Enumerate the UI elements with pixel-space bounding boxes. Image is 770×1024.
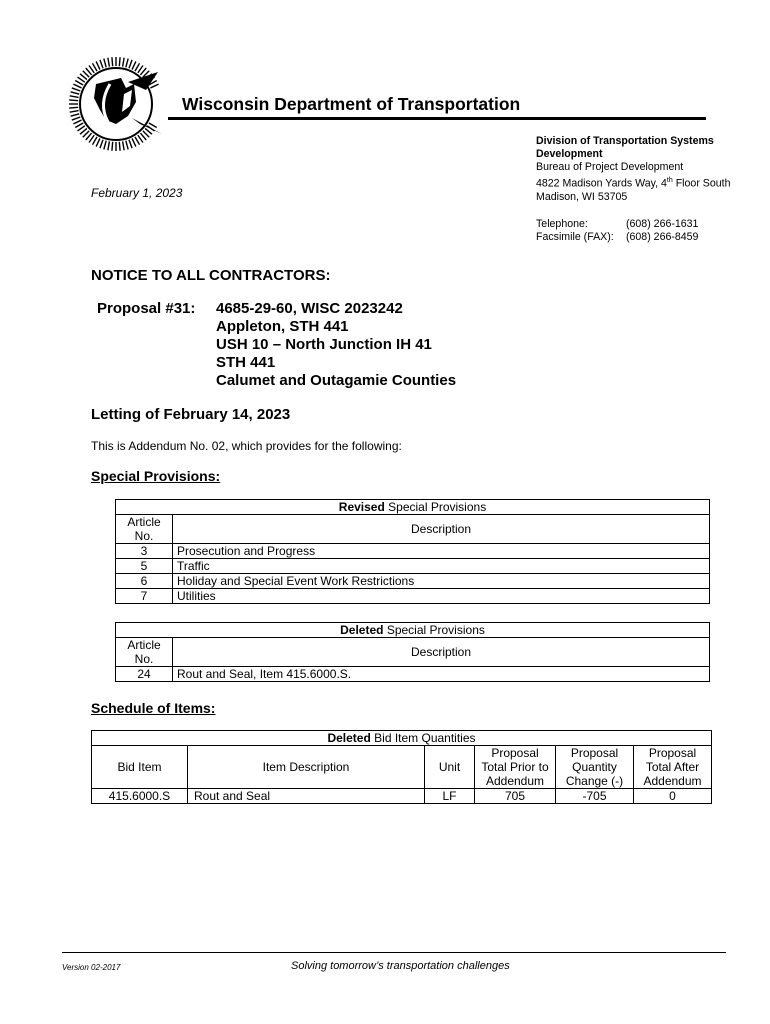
telephone: Telephone: (608) 266-1631 (536, 217, 699, 230)
table-row: 6 Holiday and Special Event Work Restrictions (116, 574, 710, 589)
table-row: 24 Rout and Seal, Item 415.6000.S. (116, 667, 710, 682)
table-caption: Deleted Bid Item Quantities (92, 731, 712, 746)
col-header-unit: Unit (425, 746, 475, 789)
table-row: 7 Utilities (116, 589, 710, 604)
footer-rule (62, 952, 726, 953)
proposal-details (216, 300, 456, 390)
proposal-line: Calumet and Outagamie Counties (216, 372, 457, 389)
col-header-description: Description (173, 638, 710, 667)
proposal-label: Proposal #31: (97, 300, 196, 317)
table-row: 5 Traffic (116, 559, 710, 574)
document-date: February 1, 2023 (91, 186, 183, 200)
schedule-heading: Schedule of Items: (91, 700, 216, 716)
table-caption: Revised Special Provisions (116, 500, 710, 515)
wisdot-logo (66, 54, 172, 154)
col-header-description: Description (173, 515, 710, 544)
letting-date: Letting of February 14, 2023 (91, 406, 291, 423)
special-provisions-heading: Special Provisions: (91, 468, 221, 484)
header-rule (168, 117, 706, 120)
col-header-total-prior: Proposal Total Prior to Addendum (475, 746, 556, 789)
col-header-total-after: Proposal Total After Addendum (634, 746, 712, 789)
proposal-line: STH 441 (216, 354, 276, 371)
tagline: Solving tomorrow’s transportation challenges (291, 960, 510, 972)
proposal-line: 4685-29-60, WISC 2023242 (216, 300, 403, 317)
proposal-line: Appleton, STH 441 (216, 318, 349, 335)
revised-provisions-table (115, 499, 710, 604)
col-header-quantity-change: Proposal Quantity Change (-) (556, 746, 634, 789)
version-label: Version 02-2017 (62, 963, 121, 972)
intro-text: This is Addendum No. 02, which provides for the following: (91, 439, 402, 453)
deleted-provisions-table (115, 622, 710, 682)
agency-name: Wisconsin Department of Transportation (182, 94, 521, 114)
notice-title: NOTICE TO ALL CONTRACTORS: (91, 267, 331, 284)
division-address (536, 135, 730, 244)
city: Madison, WI 53705 (536, 190, 628, 203)
col-header-bid-item: Bid Item (92, 746, 188, 789)
table-row: 415.6000.S Rout and Seal LF 705 -705 0 (92, 789, 712, 804)
street-address: 4822 Madison Yards Way, 4th Floor South (536, 177, 731, 190)
col-header-item-description: Item Description (188, 746, 425, 789)
division-line-2: Development (536, 148, 603, 160)
col-header-article: Article No. (116, 515, 173, 544)
table-row: 3 Prosecution and Progress (116, 544, 710, 559)
bid-items-table (91, 730, 712, 804)
proposal-line: USH 10 – North Junction IH 41 (216, 336, 432, 353)
fax: Facsimile (FAX): (608) 266-8459 (536, 230, 699, 243)
table-caption: Deleted Special Provisions (116, 623, 710, 638)
col-header-article: Article No. (116, 638, 173, 667)
bureau: Bureau of Project Development (536, 161, 684, 173)
division-line-1: Division of Transportation Systems (536, 135, 714, 147)
